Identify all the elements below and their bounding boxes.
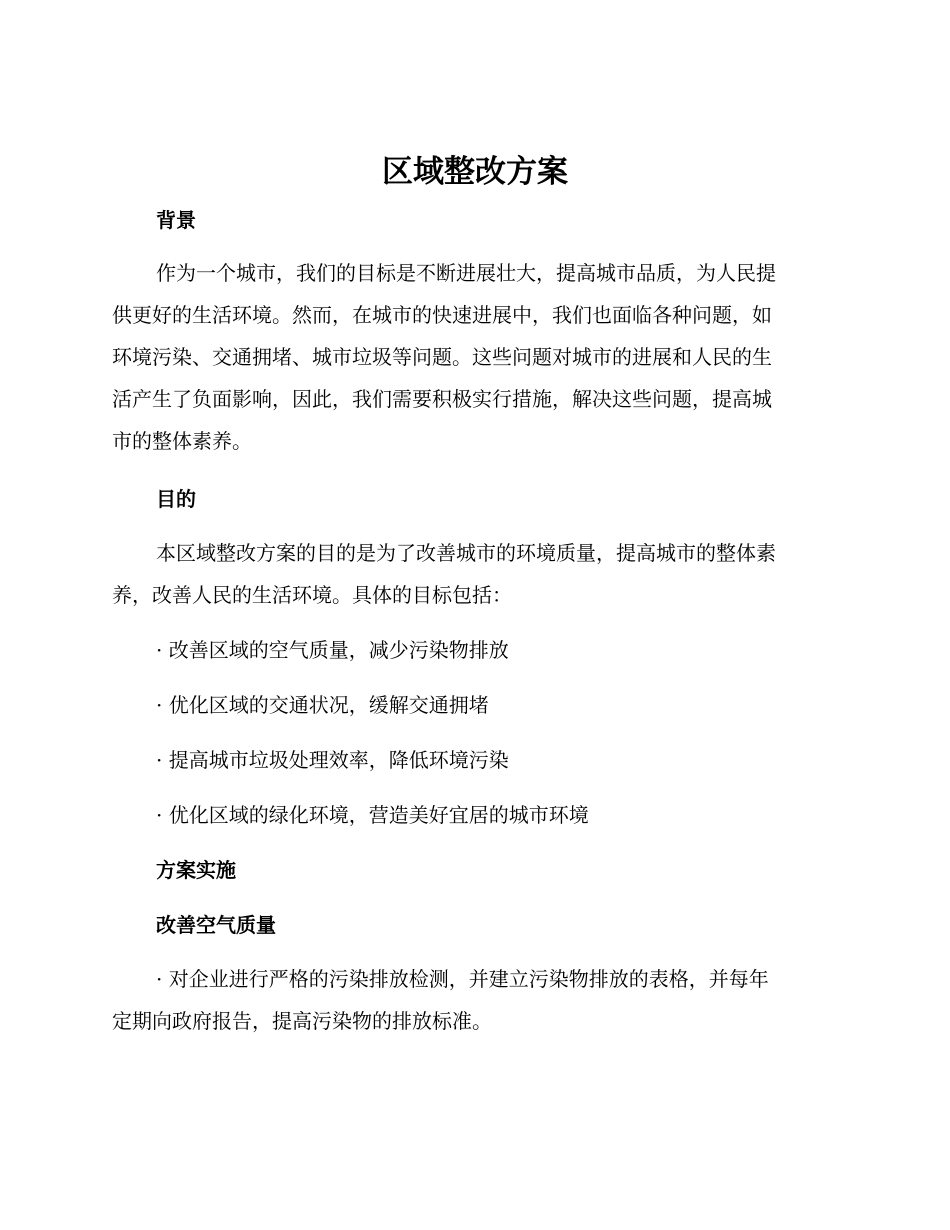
air-quality-paragraph: [112, 958, 832, 1042]
document-title: 区域整改方案: [382, 154, 568, 190]
paragraph-line: 市的整体素养。: [112, 429, 252, 453]
section-heading-purpose: 目的: [156, 487, 196, 511]
paragraph-line: 供更好的生活环境。然而，在城市的快速进展中，我们也面临各种问题，如: [112, 303, 772, 327]
list-item: · 改善区域的空气质量，减少污染物排放: [156, 638, 509, 662]
paragraph-line: 定期向政府报告，提高污染物的排放标准。: [112, 1009, 492, 1033]
section-heading-background: 背景: [156, 208, 196, 232]
section-heading-implementation: 方案实施: [156, 858, 236, 882]
paragraph-line: 环境污染、交通拥堵、城市垃圾等问题。这些问题对城市的进展和人民的生: [112, 345, 772, 369]
list-item: · 提高城市垃圾处理效率，降低环境污染: [156, 748, 509, 772]
background-paragraph: [112, 252, 832, 462]
purpose-paragraph: [112, 532, 832, 616]
paragraph-line: 养，改善人民的生活环境。具体的目标包括：: [112, 583, 512, 607]
paragraph-line: 活产生了负面影响，因此，我们需要积极实行措施，解决这些问题，提高城: [112, 387, 772, 411]
paragraph-line: · 对企业进行严格的污染排放检测，并建立污染物排放的表格，并每年: [156, 967, 769, 991]
list-item: · 优化区域的绿化环境，营造美好宜居的城市环境: [156, 803, 589, 827]
paragraph-line: 本区域整改方案的目的是为了改善城市的环境质量，提高城市的整体素: [156, 541, 776, 565]
list-item: · 优化区域的交通状况，缓解交通拥堵: [156, 693, 489, 717]
paragraph-line: 作为一个城市，我们的目标是不断进展壮大，提高城市品质，为人民提: [156, 261, 776, 285]
subsection-heading-air-quality: 改善空气质量: [156, 913, 276, 937]
